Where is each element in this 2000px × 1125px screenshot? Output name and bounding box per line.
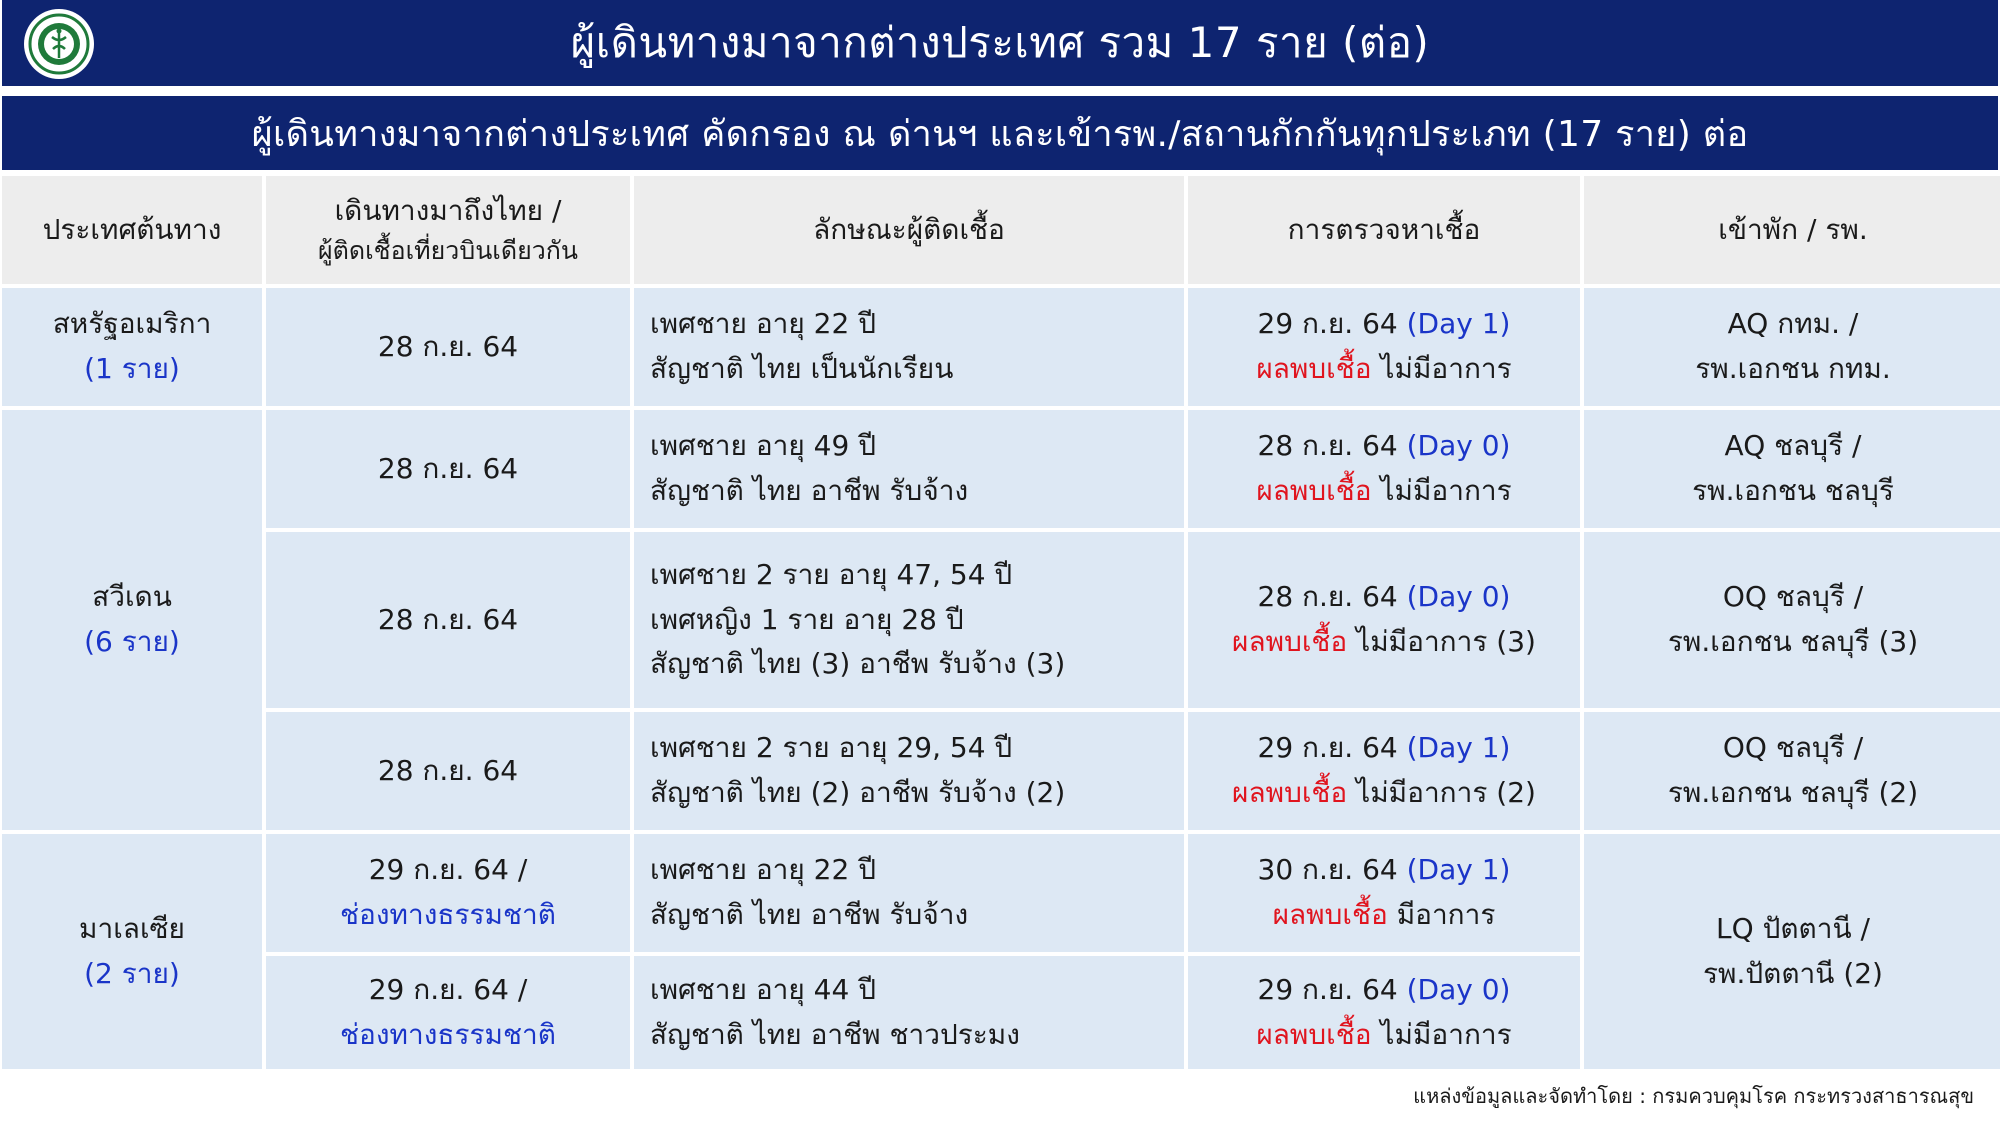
profile-line: เพศชาย 2 ราย อายุ 47, 54 ปี	[650, 557, 1013, 591]
header-profile-label: ลักษณะผู้ติดเชื้อ	[813, 213, 1005, 247]
profile-line: เพศชาย อายุ 22 ปี	[650, 853, 876, 887]
quarantine-line: รพ.ปัตตานี (2)	[1703, 956, 1883, 990]
country-cell-sweden	[2, 410, 262, 830]
department-of-disease-control-logo	[24, 9, 94, 79]
test-result-line	[1256, 469, 1511, 514]
header-quarantine	[1584, 176, 2000, 284]
test-result-line	[1256, 1013, 1511, 1058]
profile-cell	[634, 410, 1184, 528]
profile-cell	[634, 834, 1184, 952]
test-result: ผลพบเชื้อ	[1256, 474, 1372, 507]
quarantine-line: รพ.เอกชน กทม.	[1695, 352, 1891, 385]
arrival-cell	[266, 956, 630, 1069]
test-result: ผลพบเชื้อ	[1272, 898, 1388, 931]
quarantine-line: รพ.เอกชน ชลบุรี (3)	[1667, 625, 1919, 658]
test-date: 29 ก.ย. 64	[1257, 307, 1398, 341]
quarantine-line: LQ ปัตตานี /	[1716, 911, 1870, 945]
country-case-count: (6 ราย)	[84, 625, 180, 658]
quarantine-cell	[1584, 288, 2000, 406]
header-test-label: การตรวจหาเชื้อ	[1287, 213, 1481, 247]
arrival-channel: ช่องทางธรรมชาติ	[340, 1017, 556, 1051]
test-result: ผลพบเชื้อ	[1256, 1017, 1372, 1051]
page-title: ผู้เดินทางมาจากต่างประเทศ รวม 17 ราย (ต่อ)	[570, 18, 1430, 67]
test-day: (Day 1)	[1406, 853, 1511, 887]
country-name: สหรัฐอเมริกา	[52, 307, 212, 341]
profile-cell	[634, 712, 1184, 830]
country-cell-usa	[2, 288, 262, 406]
header-arrival-line2: ผู้ติดเชื้อเที่ยวบินเดียวกัน	[317, 236, 578, 266]
arrival-date: 28 ก.ย. 64	[377, 753, 519, 787]
quarantine-line: AQ ชลบุรี /	[1724, 429, 1862, 463]
profile-cell	[634, 532, 1184, 708]
test-cell	[1188, 288, 1580, 406]
arrival-cell	[266, 834, 630, 952]
profile-line: เพศชาย อายุ 44 ปี	[650, 972, 876, 1006]
header-profile	[634, 176, 1184, 284]
test-date-line	[1258, 302, 1511, 347]
symptom-status: ไม่มีอาการ	[1380, 474, 1512, 507]
country-case-count: (1 ราย)	[84, 352, 180, 385]
test-cell	[1188, 712, 1580, 830]
cases-table	[2, 176, 1998, 1069]
test-date: 28 ก.ย. 64	[1257, 580, 1398, 614]
header-test	[1188, 176, 1580, 284]
arrival-cell	[266, 288, 630, 406]
quarantine-line: OQ ชลบุรี /	[1722, 580, 1864, 614]
country-name: มาเลเซีย	[79, 911, 185, 945]
symptom-status: ไม่มีอาการ	[1380, 1017, 1512, 1051]
quarantine-cell	[1584, 712, 2000, 830]
test-day: (Day 1)	[1406, 731, 1511, 765]
arrival-cell	[266, 712, 630, 830]
quarantine-line: AQ กทม. /	[1727, 307, 1859, 341]
test-date: 29 ก.ย. 64	[1257, 731, 1398, 765]
profile-line: เพศชาย อายุ 49 ปี	[650, 429, 876, 463]
test-day: (Day 0)	[1406, 972, 1511, 1006]
source-note: แหล่งข้อมูลและจัดทำโดย : กรมควบคุมโรค กระทรวงสาธารณสุข	[1413, 1084, 1974, 1108]
test-date-line	[1258, 726, 1511, 771]
title-banner	[2, 0, 1998, 86]
profile-cell	[634, 288, 1184, 406]
quarantine-cell	[1584, 532, 2000, 708]
quarantine-cell	[1584, 410, 2000, 528]
symptom-status: มีอาการ	[1396, 898, 1496, 931]
profile-cell	[634, 956, 1184, 1069]
page-subtitle: ผู้เดินทางมาจากต่างประเทศ คัดกรอง ณ ด่านฯ และเข้ารพ./สถานกักกันทุกประเภท (17 ราย) ต่อ	[251, 113, 1749, 155]
profile-line: สัญชาติ ไทย เป็นนักเรียน	[650, 352, 954, 385]
arrival-date: 29 ก.ย. 64 /	[368, 972, 528, 1006]
test-result: ผลพบเชื้อ	[1256, 352, 1372, 385]
profile-line: สัญชาติ ไทย อาชีพ ชาวประมง	[650, 1017, 1020, 1051]
header-country-label: ประเทศต้นทาง	[42, 213, 222, 247]
arrival-date: 28 ก.ย. 64	[377, 451, 519, 485]
symptom-status: ไม่มีอาการ (2)	[1356, 776, 1536, 809]
subtitle-banner	[2, 96, 1998, 170]
test-cell	[1188, 956, 1580, 1069]
test-day: (Day 1)	[1406, 307, 1511, 341]
test-result: ผลพบเชื้อ	[1232, 776, 1348, 809]
test-date: 29 ก.ย. 64	[1257, 972, 1398, 1006]
quarantine-cell	[1584, 834, 2000, 1069]
test-result: ผลพบเชื้อ	[1232, 625, 1348, 658]
header-country	[2, 176, 262, 284]
arrival-cell	[266, 532, 630, 708]
header-arrival-line1: เดินทางมาถึงไทย /	[334, 193, 562, 227]
test-cell	[1188, 532, 1580, 708]
arrival-cell	[266, 410, 630, 528]
test-date-line	[1258, 848, 1511, 893]
profile-line: สัญชาติ ไทย (3) อาชีพ รับจ้าง (3)	[650, 647, 1066, 681]
arrival-date: 28 ก.ย. 64	[377, 602, 519, 636]
test-date: 30 ก.ย. 64	[1257, 853, 1398, 887]
banner-divider	[2, 86, 1998, 96]
test-result-line	[1232, 771, 1536, 816]
symptom-status: ไม่มีอาการ (3)	[1356, 625, 1536, 658]
test-date-line	[1258, 575, 1511, 620]
profile-line: เพศชาย 2 ราย อายุ 29, 54 ปี	[650, 731, 1013, 765]
arrival-date: 28 ก.ย. 64	[377, 329, 519, 363]
country-name: สวีเดน	[92, 580, 172, 614]
quarantine-line: รพ.เอกชน ชลบุรี	[1692, 474, 1894, 507]
test-date: 28 ก.ย. 64	[1257, 429, 1398, 463]
test-result-line	[1273, 893, 1496, 938]
test-day: (Day 0)	[1406, 429, 1511, 463]
country-cell-malaysia	[2, 834, 262, 1069]
symptom-status: ไม่มีอาการ	[1380, 352, 1512, 385]
test-cell	[1188, 410, 1580, 528]
test-day: (Day 0)	[1406, 580, 1511, 614]
test-date-line	[1258, 424, 1511, 469]
quarantine-line: OQ ชลบุรี /	[1722, 731, 1864, 765]
test-result-line	[1232, 620, 1536, 665]
arrival-channel: ช่องทางธรรมชาติ	[340, 898, 556, 931]
profile-line: เพศชาย อายุ 22 ปี	[650, 307, 876, 341]
profile-line: สัญชาติ ไทย (2) อาชีพ รับจ้าง (2)	[650, 776, 1066, 809]
test-result-line	[1256, 347, 1511, 392]
profile-line: เพศหญิง 1 ราย อายุ 28 ปี	[650, 602, 964, 636]
country-case-count: (2 ราย)	[84, 956, 180, 990]
test-date-line	[1258, 968, 1511, 1013]
test-cell	[1188, 834, 1580, 952]
profile-line: สัญชาติ ไทย อาชีพ รับจ้าง	[650, 898, 969, 931]
arrival-date: 29 ก.ย. 64 /	[368, 853, 528, 887]
quarantine-line: รพ.เอกชน ชลบุรี (2)	[1667, 776, 1919, 809]
header-arrival	[266, 176, 630, 284]
profile-line: สัญชาติ ไทย อาชีพ รับจ้าง	[650, 474, 969, 507]
header-quarantine-label: เข้าพัก / รพ.	[1718, 213, 1868, 247]
